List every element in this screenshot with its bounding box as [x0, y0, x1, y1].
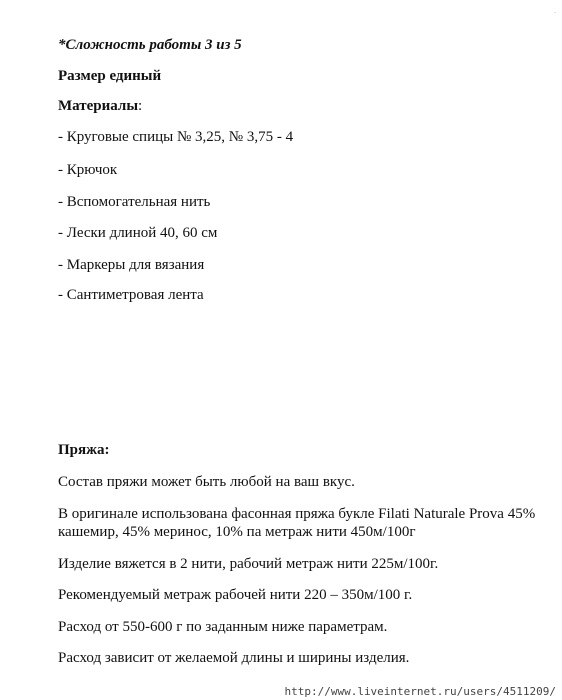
yarn-line: Расход от 550-600 г по заданным ниже параметрам. [58, 619, 388, 635]
difficulty-line: *Сложность работы 3 из 5 [58, 37, 242, 53]
yarn-title: Пряжа: [58, 442, 110, 458]
yarn-line: В оригинале использована фасонная пряжа букле Filati Naturale Prova 45% [58, 506, 536, 522]
yarn-line: Состав пряжи может быть любой на ваш вкус. [58, 474, 355, 490]
material-item: - Лески длиной 40, 60 см [58, 225, 218, 241]
materials-title: Материалы [58, 98, 139, 114]
material-item: - Крючок [58, 162, 118, 178]
watermark-url: http://www.liveinternet.ru/users/4511209/ [284, 685, 556, 698]
material-item: - Круговые спицы № 3,25, № 3,75 - 4 [58, 129, 294, 145]
material-item: - Маркеры для вязания [58, 257, 205, 273]
yarn-line: Расход зависит от желаемой длины и ширины изделия. [58, 650, 410, 666]
size-line: Размер единый [58, 68, 162, 84]
yarn-line: кашемир, 45% меринос, 10% па метраж нити 450м/100г [58, 524, 416, 540]
materials-colon: : [138, 98, 143, 114]
material-item: - Вспомогательная нить [58, 194, 211, 210]
material-item: - Сантиметровая лента [58, 287, 204, 303]
corner-mark: . [554, 6, 556, 15]
materials-heading [58, 97, 142, 115]
yarn-line: Изделие вяжется в 2 нити, рабочий метраж нити 225м/100г. [58, 556, 439, 572]
yarn-line: Рекомендуемый метраж рабочей нити 220 – 350м/100 г. [58, 587, 413, 603]
